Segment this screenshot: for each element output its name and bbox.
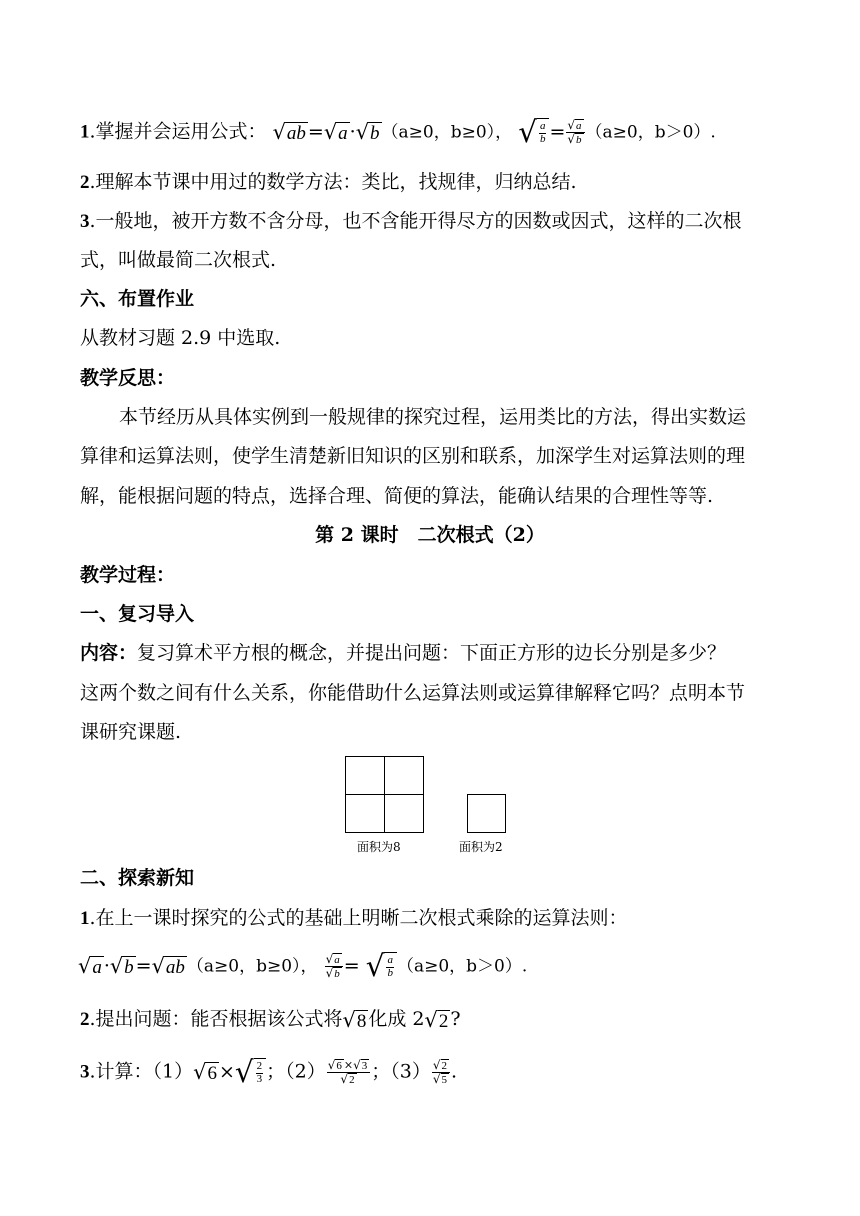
reflection-heading: 教学反思：	[80, 367, 176, 389]
condition-text: （a≥0，b≥0），	[186, 956, 318, 977]
explore-item-1	[80, 906, 628, 931]
item-text: .提出问题：能否根据该公式将	[89, 1008, 343, 1030]
expr-1: √ 6 × √ $\frac{2}{3}$	[193, 1061, 266, 1083]
item-text: .在上一课时探究的公式的基础上明晰二次根式乘除的运算法则：	[89, 907, 628, 929]
figure-label-right: 面积为2	[459, 840, 503, 854]
item-number: 3	[80, 1061, 90, 1083]
large-square-cell	[345, 794, 385, 833]
formula-quotient: √ $\frac{a}{b}$ = √ a √ b	[518, 121, 585, 143]
item-text: .	[451, 1060, 458, 1083]
squares-figure	[345, 756, 515, 856]
item-number: 2	[80, 172, 90, 193]
large-square-cell	[384, 794, 424, 833]
figure-label-left: 面积为8	[357, 840, 401, 854]
reflection-line: 算律和运算法则，使学生清楚新旧知识的区别和联系，加深学生对运算法则的理	[80, 445, 746, 467]
explore-item-3	[80, 1055, 458, 1089]
condition-text: （a≥0，b＞0）.	[585, 122, 716, 143]
item-number: 2	[80, 1009, 90, 1030]
small-square	[467, 794, 506, 833]
formula-quotient: √ a √ b = √ $\frac{a}{b}$	[324, 955, 397, 977]
item-text: ?	[450, 1008, 461, 1030]
item-text: .理解本节课中用过的数学方法：类比，找规律，归纳总结.	[89, 171, 577, 193]
process-heading: 教学过程：	[80, 564, 176, 586]
reflection-line: 解，能根据问题的特点，选择合理、简便的算法，能确认结果的合理性等等.	[80, 485, 714, 507]
large-square-cell	[345, 756, 385, 795]
explore-item-2	[80, 1007, 461, 1032]
item-number: 1	[80, 908, 90, 929]
item-text: ；（3）	[371, 1060, 431, 1083]
large-square-cell	[384, 756, 424, 795]
lesson-title: 第 2 课时 二次根式（2）	[315, 524, 545, 546]
expr-2: √ 6 × √ 3 √ 2	[326, 1061, 372, 1083]
item-text: .计算：（1）	[89, 1060, 194, 1083]
condition-text: （a≥0，b≥0），	[381, 122, 513, 143]
summary-item-3-line1	[80, 209, 742, 234]
item-number: 1	[80, 121, 90, 143]
sqrt-8: √ 8	[342, 1007, 367, 1032]
summary-item-2	[80, 170, 577, 195]
item-text: ；（2）	[266, 1060, 326, 1083]
formula-product: √ ab = √ a · √ b	[272, 120, 380, 145]
formula-product: √ a · √ b = √ ab	[78, 954, 185, 979]
summary-item-1	[80, 115, 716, 149]
expr-3: √ 2 √ 5	[431, 1061, 451, 1083]
content-line	[80, 641, 726, 665]
item-text: .一般地，被开方数不含分母，也不含能开得尽方的因数或因式，这样的二次根	[89, 210, 742, 232]
sqrt-2: √ 2	[424, 1007, 449, 1032]
content-label: 内容：	[80, 642, 138, 664]
condition-text: （a≥0，b＞0）.	[396, 956, 528, 977]
review-heading: 一、复习导入	[80, 603, 195, 625]
content-line: 这两个数之间有什么关系，你能借助什么运算法则或运算律解释它吗？点明本节	[80, 682, 746, 704]
explore-formulas	[78, 949, 528, 983]
item-text: 化成 2	[368, 1008, 425, 1030]
explore-heading: 二、探索新知	[80, 867, 195, 889]
content-text: 复习算术平方根的概念，并提出问题：下面正方形的边长分别是多少？	[137, 642, 727, 664]
homework-heading: 六、布置作业	[80, 288, 195, 310]
summary-item-3-line2: 式，叫做最简二次根式.	[80, 249, 277, 271]
homework-text: 从教材习题 2.9 中选取.	[80, 327, 281, 349]
item-number: 3	[80, 211, 90, 232]
content-line: 课研究课题.	[80, 721, 182, 743]
reflection-line: 本节经历从具体实例到一般规律的探究过程，运用类比的方法，得出实数运	[119, 406, 747, 428]
item-text: .掌握并会运用公式：	[89, 120, 267, 143]
